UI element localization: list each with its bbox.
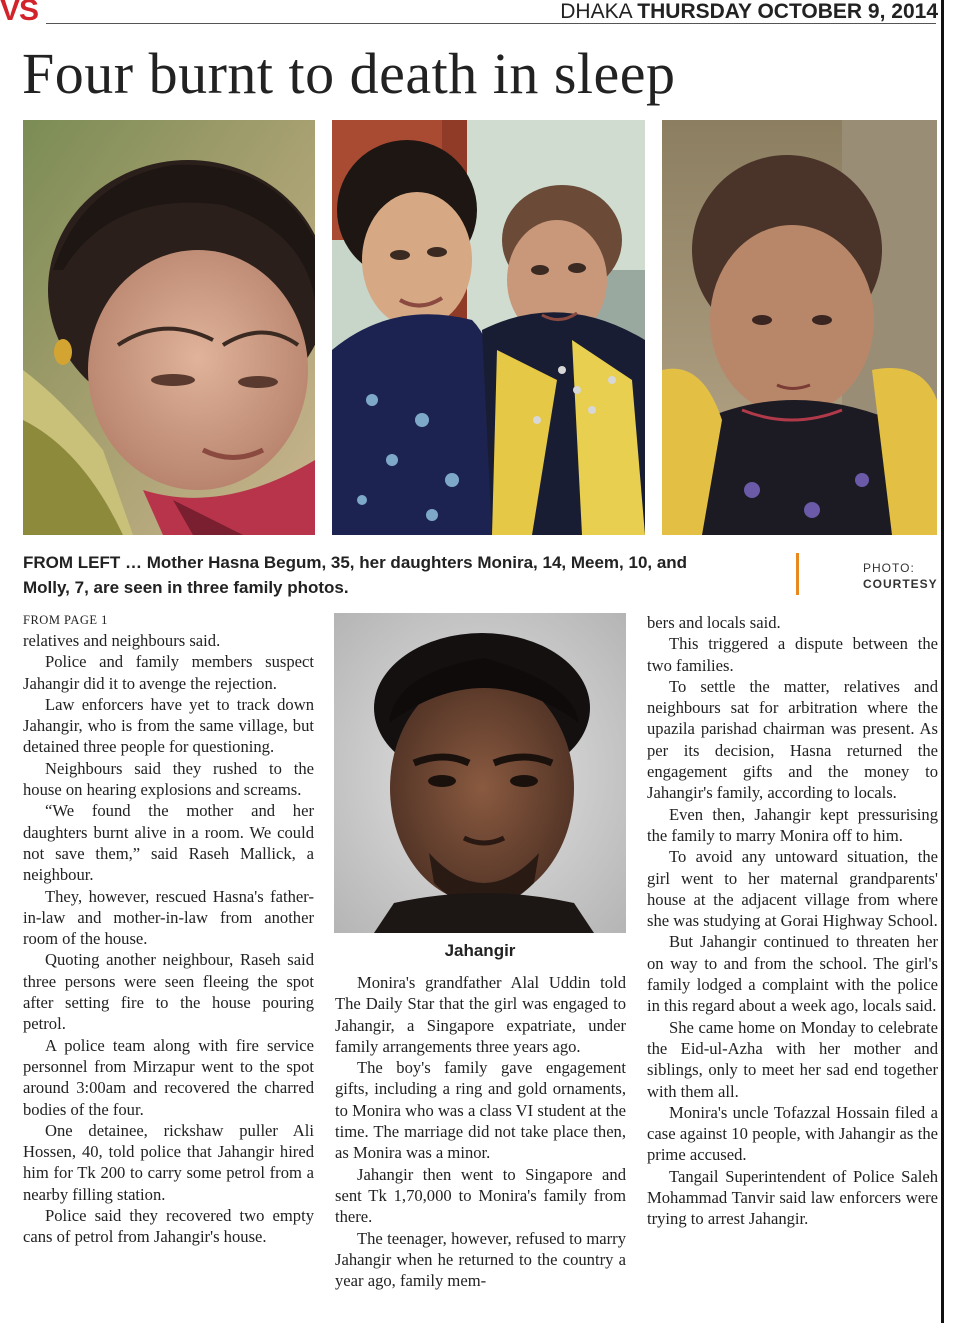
paragraph: Quoting another neighbour, Raseh said three persons were seen fleeing the spot after setting fire to the house pouring petrol. <box>23 950 314 1034</box>
paragraph: One detainee, rickshaw puller Ali Hossen, 40, told police that Jahangir hired him for Tk 200 to carry some petrol from a nearby filling station. <box>23 1120 314 1204</box>
dateline-date: THURSDAY OCTOBER 9, 2014 <box>637 0 938 23</box>
portrait-molly-image <box>662 120 937 535</box>
article-column-3 <box>647 612 938 1230</box>
headline: Four burnt to death in sleep <box>22 41 676 106</box>
article-column-1 <box>23 612 314 1248</box>
jahangir-caption: Jahangir <box>444 941 516 960</box>
paragraph: She came home on Monday to celebrate the Eid-ul-Azha with her mother and siblings, only to meet her sad end together with them all. <box>647 1017 938 1101</box>
photo-molly <box>662 120 937 535</box>
paragraph: bers and locals said. <box>647 613 781 632</box>
photo-jahangir <box>334 613 626 933</box>
paragraph: A police team along with fire service personnel from Mirzapur went to the spot around 3:00am and recovered the charred bodies of the four. <box>23 1035 314 1119</box>
paragraph: This triggered a dispute between the two families. <box>647 634 938 675</box>
photo-credit <box>863 560 938 592</box>
dateline <box>560 0 938 24</box>
photo-hasna-begum <box>23 120 315 535</box>
paragraph: They, however, rescued Hasna's father-in-law and mother-in-law from another room of the house. <box>23 886 314 949</box>
paragraph: The boy's family gave engagement gifts, including a ring and gold ornaments, to Monira who was a class VI student at the time. The marriage did not take place then, as Monira was a minor. <box>335 1058 626 1163</box>
article-column-2 <box>335 972 626 1291</box>
photo-monira-meem <box>332 120 645 535</box>
paragraph: Neighbours said they rushed to the house on hearing explosions and screams. <box>23 758 314 800</box>
photo-credit-source: COURTESY <box>863 577 938 591</box>
dateline-city: DHAKA <box>560 0 632 23</box>
paragraph: To avoid any untoward situation, the girl went to her maternal grandparents' house at the adjacent village from where she was studying at Gorai Highway School. <box>647 847 938 931</box>
portrait-daughters-image <box>332 120 645 535</box>
paragraph: Police said they recovered two empty cans of petrol from Jahangir's house. <box>23 1206 314 1247</box>
paragraph: Monira's uncle Tofazzal Hossain filed a case against 10 people, with Jahangir as the prime accused. <box>647 1102 938 1165</box>
paragraph: “We found the mother and her daughters burnt alive in a room. We could not save them,” said Raseh Mallick, a neighbour. <box>23 801 314 885</box>
paragraph: relatives and neighbours said. <box>23 631 221 650</box>
paragraph: To settle the matter, relatives and neighbours sat for arbitration where the upazila parishad chairman was present. As per its decision, Hasna returned the engagement gifts and the money to Jahangir's family, according to locals. <box>647 676 938 803</box>
portrait-jahangir-image <box>334 613 626 933</box>
section-tag: VS <box>0 0 39 27</box>
paragraph: Even then, Jahangir kept pressurising the family to marry Monira off to him. <box>647 804 938 845</box>
paragraph: The teenager, however, refused to marry Jahangir when he returned to the country a year ago, family mem- <box>335 1228 626 1291</box>
portrait-mother-image <box>23 120 315 535</box>
paragraph: Law enforcers have yet to track down Jahangir, who is from the same village, but detained three people for questioning. <box>23 694 314 757</box>
paragraph: Tangail Superintendent of Police Saleh Mohammad Tanvir said law enforcers were trying to arrest Jahangir. <box>647 1166 938 1229</box>
photo-caption: FROM LEFT … Mother Hasna Begum, 35, her daughters Monira, 14, Meem, 10, and Molly, 7, are seen in three family photos. <box>23 553 688 597</box>
paragraph: Monira's grandfather Alal Uddin told The Daily Star that the girl was engaged to Jahangir, a Singapore expatriate, under family arrangements three years ago. <box>335 973 626 1056</box>
from-page-label: FROM PAGE 1 <box>23 613 108 627</box>
page-edge-rule <box>941 0 944 1323</box>
photo-credit-label: PHOTO: <box>863 561 915 575</box>
paragraph: Police and family members suspect Jahangir did it to avenge the rejection. <box>23 652 314 693</box>
paragraph: Jahangir then went to Singapore and sent Tk 1,70,000 to Monira's family from there. <box>335 1164 626 1227</box>
paragraph: But Jahangir continued to threaten her on way to and from the school. The girl's family lodged a complaint with the police in this regard about a week ago, locals said. <box>647 932 938 1016</box>
caption-divider <box>796 553 799 595</box>
